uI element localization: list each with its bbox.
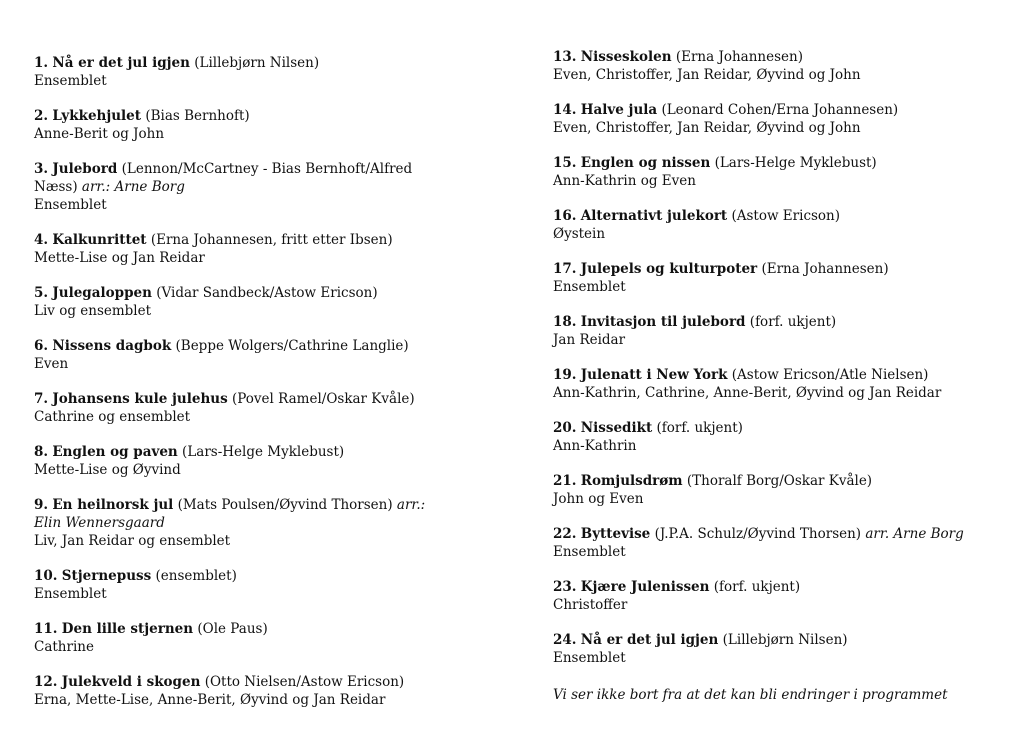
item-performers: Cathrine bbox=[34, 639, 94, 655]
item-performers: Ensemblet bbox=[34, 586, 107, 602]
item-performers: Christoffer bbox=[553, 597, 628, 613]
item-performers: Mette-Lise og Jan Reidar bbox=[34, 250, 205, 266]
item-credit: (ensemblet) bbox=[155, 568, 237, 584]
item-title: En heilnorsk jul bbox=[52, 497, 174, 513]
item-performers: Even, Christoffer, Jan Reidar, Øyvind og John bbox=[553, 67, 861, 83]
item-performers: Ensemblet bbox=[553, 544, 626, 560]
item-arranger: arr.: Arne Borg bbox=[81, 179, 185, 195]
item-arranger: arr.: bbox=[396, 497, 426, 513]
item-title: Romjulsdrøm bbox=[580, 473, 683, 489]
item-credit: (forf. ukjent) bbox=[713, 579, 801, 595]
item-title: Nå er det jul igjen bbox=[52, 55, 190, 71]
item-number: 20. bbox=[553, 420, 577, 436]
item-title: Julegaloppen bbox=[52, 285, 152, 301]
program-item bbox=[553, 313, 1013, 366]
program-column-right bbox=[553, 48, 1013, 704]
item-credit: (Erna Johannesen, fritt etter Ibsen) bbox=[150, 232, 393, 248]
program-item bbox=[34, 284, 504, 337]
item-title: Julepels og kulturpoter bbox=[580, 261, 758, 277]
item-performers: Ann-Kathrin, Cathrine, Anne-Berit, Øyvind og Jan Reidar bbox=[553, 385, 942, 401]
program-item bbox=[553, 101, 1013, 154]
item-credit: (Thoralf Borg/Oskar Kvåle) bbox=[686, 473, 873, 489]
item-performers: Ensemblet bbox=[553, 650, 626, 666]
item-performers: Anne-Berit og John bbox=[34, 126, 165, 142]
program-item bbox=[34, 390, 504, 443]
item-credit: (Astow Ericson) bbox=[731, 208, 841, 224]
item-credit: (forf. ukjent) bbox=[656, 420, 743, 436]
item-credit: (Mats Poulsen/Øyvind Thorsen) bbox=[177, 497, 393, 513]
program-item bbox=[34, 620, 504, 673]
item-title: Nissens dagbok bbox=[52, 338, 172, 354]
item-title: Invitasjon til julebord bbox=[580, 314, 746, 330]
item-credit: (Otto Nielsen/Astow Ericson) bbox=[204, 674, 405, 690]
item-performers: Ensemblet bbox=[34, 197, 107, 213]
program-item bbox=[34, 337, 504, 390]
item-title: Julekveld i skogen bbox=[61, 674, 201, 690]
program-item bbox=[34, 443, 504, 496]
program-item bbox=[34, 160, 504, 231]
item-title: Kalkunrittet bbox=[52, 232, 147, 248]
item-performers: Jan Reidar bbox=[553, 332, 626, 348]
program-item bbox=[34, 567, 504, 620]
item-credit: Næss) bbox=[34, 179, 78, 195]
item-credit: (Erna Johannesen) bbox=[761, 261, 889, 277]
program-item bbox=[34, 496, 504, 567]
item-number: 10. bbox=[34, 568, 58, 584]
item-performers: John og Even bbox=[553, 491, 644, 507]
program-item bbox=[553, 260, 1013, 313]
item-number: 2. bbox=[34, 108, 49, 124]
item-arranger: arr. Arne Borg bbox=[865, 526, 964, 542]
item-title: Englen og nissen bbox=[580, 155, 711, 171]
item-title: Halve jula bbox=[580, 102, 658, 118]
item-performers: Erna, Mette-Lise, Anne-Berit, Øyvind og Jan Reidar bbox=[34, 692, 386, 708]
item-title: Den lille stjernen bbox=[61, 621, 194, 637]
program-footnote: Vi ser ikke bort fra at det kan bli endringer i programmet bbox=[553, 687, 948, 703]
item-title: Lykkehjulet bbox=[52, 108, 142, 124]
item-credit: (Leonard Cohen/Erna Johannesen) bbox=[661, 102, 899, 118]
item-number: 3. bbox=[34, 161, 49, 177]
item-performers: Ann-Kathrin bbox=[553, 438, 637, 454]
item-performers: Liv og ensemblet bbox=[34, 303, 152, 319]
item-number: 7. bbox=[34, 391, 49, 407]
item-number: 12. bbox=[34, 674, 58, 690]
item-title: Julebord bbox=[52, 161, 118, 177]
program-item bbox=[34, 231, 504, 284]
item-number: 23. bbox=[553, 579, 577, 595]
item-number: 5. bbox=[34, 285, 49, 301]
item-credit: (Erna Johannesen) bbox=[675, 49, 803, 65]
item-title: Julenatt i New York bbox=[580, 367, 728, 383]
item-number: 19. bbox=[553, 367, 577, 383]
program-item bbox=[553, 525, 1013, 578]
item-number: 24. bbox=[553, 632, 577, 648]
item-number: 16. bbox=[553, 208, 577, 224]
item-credit: (Povel Ramel/Oskar Kvåle) bbox=[232, 391, 415, 407]
item-performers: Øystein bbox=[553, 226, 606, 242]
item-number: 1. bbox=[34, 55, 49, 71]
item-number: 9. bbox=[34, 497, 49, 513]
item-credit: (Lillebjørn Nilsen) bbox=[722, 632, 848, 648]
program-item bbox=[553, 366, 1013, 419]
item-title: Byttevise bbox=[580, 526, 651, 542]
item-title: Nisseskolen bbox=[580, 49, 672, 65]
item-title: Nå er det jul igjen bbox=[580, 632, 719, 648]
program-item bbox=[553, 472, 1013, 525]
item-credit: (Beppe Wolgers/Cathrine Langlie) bbox=[175, 338, 409, 354]
item-performers: Liv, Jan Reidar og ensemblet bbox=[34, 533, 231, 549]
program-column-left bbox=[34, 48, 504, 726]
item-number: 22. bbox=[553, 526, 577, 542]
item-title: Englen og paven bbox=[52, 444, 178, 460]
item-number: 14. bbox=[553, 102, 577, 118]
item-performers: Ann-Kathrin og Even bbox=[553, 173, 696, 189]
item-credit: (Lillebjørn Nilsen) bbox=[194, 55, 320, 71]
item-performers: Cathrine og ensemblet bbox=[34, 409, 191, 425]
item-performers: Even bbox=[34, 356, 69, 372]
item-number: 15. bbox=[553, 155, 577, 171]
item-number: 11. bbox=[34, 621, 58, 637]
item-number: 8. bbox=[34, 444, 49, 460]
item-credit: (Bias Bernhoft) bbox=[145, 108, 250, 124]
program-item bbox=[34, 107, 504, 160]
item-credit: (Ole Paus) bbox=[197, 621, 268, 637]
item-credit: (forf. ukjent) bbox=[749, 314, 837, 330]
program-item bbox=[553, 207, 1013, 260]
item-credit: (Lennon/McCartney - Bias Bernhoft/Alfred bbox=[121, 161, 413, 177]
item-number: 4. bbox=[34, 232, 49, 248]
item-title: Stjernepuss bbox=[61, 568, 152, 584]
item-title: Johansens kule julehus bbox=[52, 391, 228, 407]
item-number: 21. bbox=[553, 473, 577, 489]
item-credit: (Vidar Sandbeck/Astow Ericson) bbox=[156, 285, 378, 301]
item-credit: (Lars-Helge Myklebust) bbox=[714, 155, 877, 171]
item-performers: Mette-Lise og Øyvind bbox=[34, 462, 181, 478]
item-number: 17. bbox=[553, 261, 577, 277]
item-title: Nissedikt bbox=[580, 420, 653, 436]
item-credit: (J.P.A. Schulz/Øyvind Thorsen) bbox=[654, 526, 862, 542]
item-number: 13. bbox=[553, 49, 577, 65]
item-title: Kjære Julenissen bbox=[580, 579, 710, 595]
item-performers: Ensemblet bbox=[34, 73, 107, 89]
program-item bbox=[553, 48, 1013, 101]
item-performers: Even, Christoffer, Jan Reidar, Øyvind og John bbox=[553, 120, 861, 136]
item-number: 18. bbox=[553, 314, 577, 330]
program-item bbox=[34, 54, 504, 107]
item-credit: (Lars-Helge Myklebust) bbox=[182, 444, 345, 460]
program-item bbox=[553, 578, 1013, 631]
item-arranger-name: Elin Wennersgaard bbox=[34, 515, 165, 531]
program-item bbox=[553, 154, 1013, 207]
item-performers: Ensemblet bbox=[553, 279, 626, 295]
program-item bbox=[553, 631, 1013, 684]
item-number: 6. bbox=[34, 338, 49, 354]
program-item bbox=[553, 419, 1013, 472]
program-item bbox=[34, 673, 504, 726]
item-credit: (Astow Ericson/Atle Nielsen) bbox=[731, 367, 929, 383]
item-title: Alternativt julekort bbox=[580, 208, 728, 224]
